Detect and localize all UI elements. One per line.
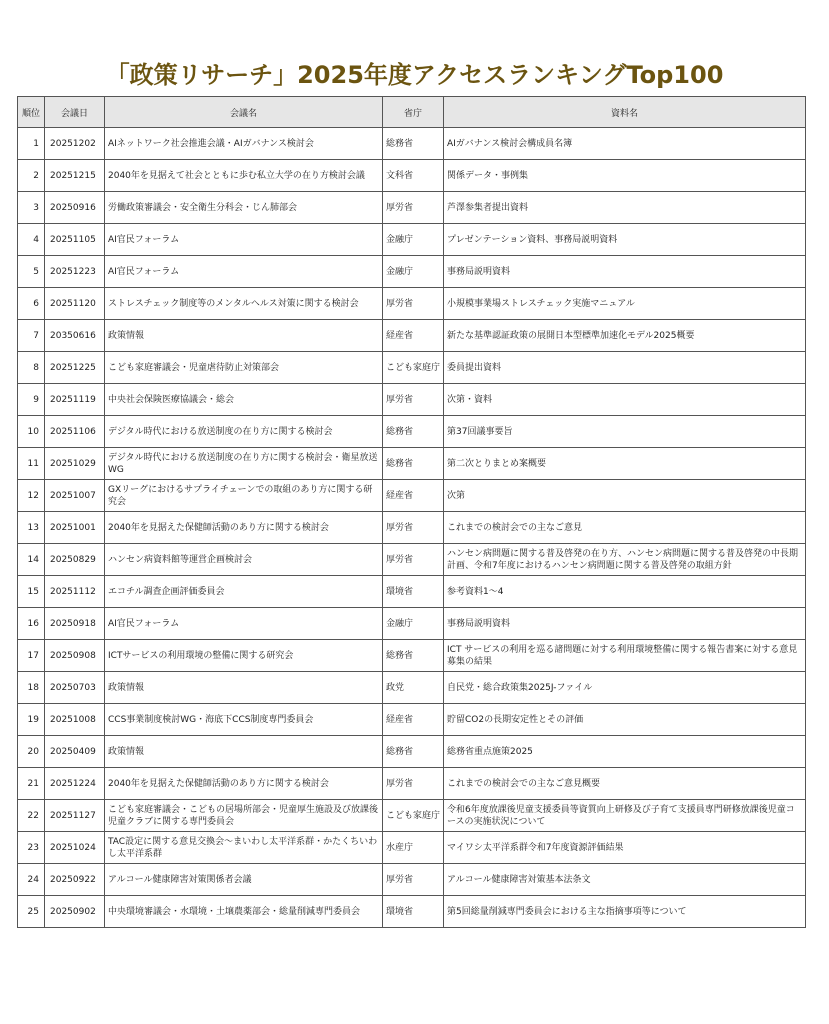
cell-meeting-name: GXリーグにおけるサプライチェーンでの取組のあり方に関する研究会 — [105, 480, 383, 512]
cell-document-name: 事務局説明資料 — [444, 256, 806, 288]
cell-meeting-name: 中央社会保険医療協議会・総会 — [105, 384, 383, 416]
cell-date: 20251119 — [45, 384, 105, 416]
cell-meeting-name: アルコール健康障害対策関係者会議 — [105, 864, 383, 896]
cell-document-name: プレゼンテーション資料、事務局説明資料 — [444, 224, 806, 256]
cell-date: 20250703 — [45, 672, 105, 704]
cell-meeting-name: 政策情報 — [105, 320, 383, 352]
cell-ministry: 厚労省 — [383, 864, 444, 896]
cell-date: 20251105 — [45, 224, 105, 256]
cell-date: 20251215 — [45, 160, 105, 192]
cell-rank: 14 — [18, 544, 45, 576]
table-row — [18, 640, 806, 672]
cell-document-name: 芦澤参集者提出資料 — [444, 192, 806, 224]
cell-date: 20251202 — [45, 128, 105, 160]
cell-document-name: 第37回議事要旨 — [444, 416, 806, 448]
cell-meeting-name: 2040年を見据えた保健師活動のあり方に関する検討会 — [105, 768, 383, 800]
cell-rank: 17 — [18, 640, 45, 672]
cell-date: 20250916 — [45, 192, 105, 224]
cell-rank: 1 — [18, 128, 45, 160]
table-row — [18, 704, 806, 736]
cell-date: 20251106 — [45, 416, 105, 448]
cell-date: 20251029 — [45, 448, 105, 480]
cell-rank: 6 — [18, 288, 45, 320]
cell-meeting-name: AI官民フォーラム — [105, 608, 383, 640]
cell-ministry: 金融庁 — [383, 608, 444, 640]
cell-rank: 25 — [18, 896, 45, 928]
cell-meeting-name: 政策情報 — [105, 672, 383, 704]
cell-rank: 23 — [18, 832, 45, 864]
cell-rank: 7 — [18, 320, 45, 352]
cell-meeting-name: AI官民フォーラム — [105, 224, 383, 256]
table-row — [18, 576, 806, 608]
cell-ministry: 経産省 — [383, 320, 444, 352]
cell-meeting-name: デジタル時代における放送制度の在り方に関する検討会・衛星放送WG — [105, 448, 383, 480]
cell-ministry: 総務省 — [383, 416, 444, 448]
header-rank: 順位 — [18, 97, 45, 128]
cell-meeting-name: こども家庭審議会・児童虐待防止対策部会 — [105, 352, 383, 384]
cell-ministry: 経産省 — [383, 704, 444, 736]
cell-ministry: 環境省 — [383, 576, 444, 608]
table-row — [18, 608, 806, 640]
cell-ministry: 総務省 — [383, 128, 444, 160]
cell-ministry: 水産庁 — [383, 832, 444, 864]
cell-ministry: こども家庭庁 — [383, 800, 444, 832]
cell-document-name: 次第・資料 — [444, 384, 806, 416]
table-row — [18, 384, 806, 416]
cell-date: 20251001 — [45, 512, 105, 544]
cell-document-name: 委員提出資料 — [444, 352, 806, 384]
table-row — [18, 544, 806, 576]
table-header-row — [18, 97, 806, 128]
cell-document-name: 自民党・総合政策集2025J-ファイル — [444, 672, 806, 704]
cell-ministry: 環境省 — [383, 896, 444, 928]
cell-ministry: 文科省 — [383, 160, 444, 192]
cell-meeting-name: AIネットワーク社会推進会議・AIガバナンス検討会 — [105, 128, 383, 160]
cell-rank: 3 — [18, 192, 45, 224]
header-ministry: 省庁 — [383, 97, 444, 128]
cell-rank: 2 — [18, 160, 45, 192]
cell-date: 20250922 — [45, 864, 105, 896]
cell-rank: 20 — [18, 736, 45, 768]
cell-meeting-name: 2040年を見据えた保健師活動のあり方に関する検討会 — [105, 512, 383, 544]
cell-document-name: 総務省重点施策2025 — [444, 736, 806, 768]
cell-rank: 12 — [18, 480, 45, 512]
cell-date: 20251224 — [45, 768, 105, 800]
cell-meeting-name: 2040年を見据えて社会とともに歩む私立大学の在り方検討会議 — [105, 160, 383, 192]
cell-ministry: 厚労省 — [383, 768, 444, 800]
cell-meeting-name: ハンセン病資料館等運営企画検討会 — [105, 544, 383, 576]
cell-date: 20251225 — [45, 352, 105, 384]
cell-document-name: これまでの検討会での主なご意見概要 — [444, 768, 806, 800]
cell-ministry: 厚労省 — [383, 384, 444, 416]
cell-ministry: 厚労省 — [383, 192, 444, 224]
cell-meeting-name: こども家庭審議会・こどもの居場所部会・児童厚生施設及び放課後児童クラブに関する専門委員会 — [105, 800, 383, 832]
table-row — [18, 416, 806, 448]
cell-rank: 15 — [18, 576, 45, 608]
cell-document-name: 関係データ・事例集 — [444, 160, 806, 192]
cell-document-name: 第二次とりまとめ案概要 — [444, 448, 806, 480]
cell-rank: 21 — [18, 768, 45, 800]
cell-document-name: 参考資料1～4 — [444, 576, 806, 608]
table-row — [18, 224, 806, 256]
cell-meeting-name: 労働政策審議会・安全衛生分科会・じん肺部会 — [105, 192, 383, 224]
header-document: 資料名 — [444, 97, 806, 128]
cell-date: 20250409 — [45, 736, 105, 768]
header-meeting: 会議名 — [105, 97, 383, 128]
cell-document-name: これまでの検討会での主なご意見 — [444, 512, 806, 544]
cell-ministry: 経産省 — [383, 480, 444, 512]
table-row — [18, 448, 806, 480]
cell-ministry: 金融庁 — [383, 256, 444, 288]
cell-date: 20250829 — [45, 544, 105, 576]
cell-rank: 13 — [18, 512, 45, 544]
table-row — [18, 736, 806, 768]
cell-meeting-name: ストレスチェック制度等のメンタルヘルス対策に関する検討会 — [105, 288, 383, 320]
header-date: 会議日 — [45, 97, 105, 128]
table-row — [18, 672, 806, 704]
cell-date: 20251008 — [45, 704, 105, 736]
cell-rank: 24 — [18, 864, 45, 896]
table-row — [18, 160, 806, 192]
cell-date: 20250918 — [45, 608, 105, 640]
ranking-table — [17, 96, 806, 928]
table-row — [18, 512, 806, 544]
table-row — [18, 288, 806, 320]
cell-date: 20251024 — [45, 832, 105, 864]
cell-date: 20251127 — [45, 800, 105, 832]
cell-rank: 18 — [18, 672, 45, 704]
cell-rank: 4 — [18, 224, 45, 256]
cell-date: 20251007 — [45, 480, 105, 512]
cell-document-name: 新たな基準認証政策の展開日本型標準加速化モデル2025概要 — [444, 320, 806, 352]
table-row — [18, 128, 806, 160]
cell-meeting-name: ICTサービスの利用環境の整備に関する研究会 — [105, 640, 383, 672]
cell-meeting-name: 政策情報 — [105, 736, 383, 768]
cell-document-name: ICT サービスの利用を巡る諸問題に対する利用環境整備に関する報告書案に対する意見募集の結果 — [444, 640, 806, 672]
cell-document-name: アルコール健康障害対策基本法条文 — [444, 864, 806, 896]
page-title: 「政策リサーチ」2025年度アクセスランキングTop100 — [105, 61, 724, 89]
table-row — [18, 480, 806, 512]
cell-ministry: 総務省 — [383, 640, 444, 672]
table-body — [18, 128, 806, 928]
table-row — [18, 832, 806, 864]
cell-rank: 16 — [18, 608, 45, 640]
cell-date: 20251112 — [45, 576, 105, 608]
cell-ministry: 金融庁 — [383, 224, 444, 256]
cell-document-name: 第5回総量削減専門委員会における主な指摘事項等について — [444, 896, 806, 928]
cell-ministry: 厚労省 — [383, 512, 444, 544]
table-row — [18, 320, 806, 352]
table-row — [18, 256, 806, 288]
cell-rank: 5 — [18, 256, 45, 288]
cell-date: 20251120 — [45, 288, 105, 320]
cell-date: 20350616 — [45, 320, 105, 352]
cell-document-name: ハンセン病問題に関する普及啓発の在り方、ハンセン病問題に関する普及啓発の中長期計画、令和7年度におけるハンセン病問題に関する普及啓発の取組方針 — [444, 544, 806, 576]
cell-rank: 9 — [18, 384, 45, 416]
cell-date: 20250908 — [45, 640, 105, 672]
cell-meeting-name: デジタル時代における放送制度の在り方に関する検討会 — [105, 416, 383, 448]
cell-document-name: 次第 — [444, 480, 806, 512]
table-row — [18, 768, 806, 800]
cell-document-name: 事務局説明資料 — [444, 608, 806, 640]
cell-document-name: 貯留CO2の長期安定性とその評価 — [444, 704, 806, 736]
cell-ministry: 厚労省 — [383, 544, 444, 576]
cell-ministry: 総務省 — [383, 448, 444, 480]
cell-document-name: マイワシ太平洋系群令和7年度資源評価結果 — [444, 832, 806, 864]
table-row — [18, 352, 806, 384]
cell-meeting-name: 中央環境審議会・水環境・土壌農薬部会・総量削減専門委員会 — [105, 896, 383, 928]
cell-meeting-name: TAC設定に関する意見交換会～まいわし太平洋系群・かたくちいわし太平洋系群 — [105, 832, 383, 864]
cell-rank: 10 — [18, 416, 45, 448]
cell-ministry: こども家庭庁 — [383, 352, 444, 384]
cell-document-name: 小規模事業場ストレスチェック実施マニュアル — [444, 288, 806, 320]
cell-ministry: 総務省 — [383, 736, 444, 768]
cell-meeting-name: CCS事業制度検討WG・海底下CCS制度専門委員会 — [105, 704, 383, 736]
table-row — [18, 896, 806, 928]
table-row — [18, 192, 806, 224]
cell-meeting-name: AI官民フォーラム — [105, 256, 383, 288]
cell-rank: 19 — [18, 704, 45, 736]
cell-rank: 8 — [18, 352, 45, 384]
cell-document-name: 令和6年度放課後児童支援委員等資質向上研修及び子育て支援員専門研修放課後児童コースの実施状況について — [444, 800, 806, 832]
cell-document-name: AIガバナンス検討会構成員名簿 — [444, 128, 806, 160]
cell-ministry: 厚労省 — [383, 288, 444, 320]
cell-ministry: 政党 — [383, 672, 444, 704]
table-row — [18, 864, 806, 896]
cell-rank: 11 — [18, 448, 45, 480]
cell-meeting-name: エコチル調査企画評価委員会 — [105, 576, 383, 608]
cell-date: 20250902 — [45, 896, 105, 928]
table-row — [18, 800, 806, 832]
cell-rank: 22 — [18, 800, 45, 832]
cell-date: 20251223 — [45, 256, 105, 288]
